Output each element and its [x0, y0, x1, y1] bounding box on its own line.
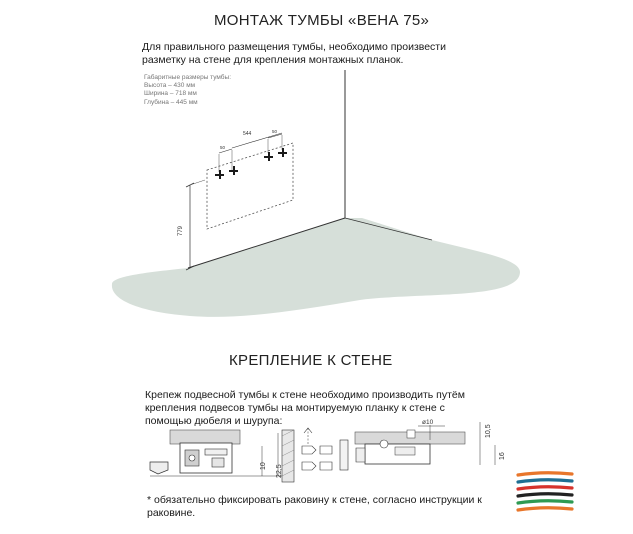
dim-label-16: 16 — [499, 452, 506, 460]
mounting-intro-text: Для правильного размещения тумбы, необходимо произвести разметку на стене для крепления монтажных планок. — [142, 41, 446, 66]
brand-stripe — [518, 480, 572, 482]
dim-label-22-5: 22,5 — [276, 464, 283, 478]
cabinet-panel-section — [170, 430, 240, 444]
dimension-depth: Глубина – 445 мм — [144, 98, 198, 106]
dim-label-diameter: ø10 — [422, 419, 434, 426]
brand-stripe — [518, 487, 572, 489]
brand-stripe — [518, 494, 572, 496]
page-title-mounting: МОНТАЖ ТУМБЫ «ВЕНА 75» — [214, 12, 430, 29]
span-dimension-label: 544 — [243, 131, 252, 137]
floor-height-label: 779 — [178, 225, 184, 236]
page-title-wall-fixing: КРЕПЛЕНИЕ К СТЕНЕ — [229, 352, 393, 369]
left-offset-label: 50 — [220, 145, 226, 150]
dimension-height: Высота – 430 мм — [144, 82, 196, 90]
wall-fixing-intro-text: Крепеж подвесной тумбы к стене необходимо производить путём крепления подвесов тумбы на монтируемую планку к стене с помощью дюбеля и шурупа: — [145, 389, 465, 427]
brand-stripe — [518, 501, 572, 503]
dim-label-10-5: 10,5 — [485, 424, 492, 438]
screw-icons — [302, 446, 332, 470]
dimension-width: Ширина – 718 мм — [144, 90, 197, 98]
right-offset-label: 50 — [272, 129, 278, 134]
dimensions-heading: Габаритные размеры тумбы: — [144, 74, 232, 81]
dim-label-10: 10 — [260, 462, 267, 470]
wall-section — [282, 430, 294, 482]
brand-stripe — [518, 473, 572, 475]
brand-stripe — [518, 508, 572, 510]
brand-logo-stripes — [516, 470, 576, 520]
mounting-plate — [340, 440, 348, 470]
sink-fixing-note: * обязательно фиксировать раковину к стене, согласно инструкции к раковине. — [147, 494, 482, 519]
